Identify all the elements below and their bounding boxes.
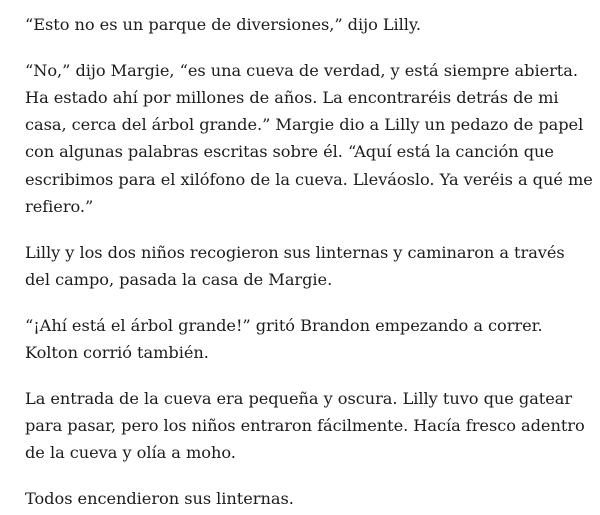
paragraph-3: Lilly y los dos niños recogieron sus linternas y caminaron a través del campo, pasada la casa de Margie.: [25, 242, 565, 289]
paragraph-2: “No,” dijo Margie, “es una cueva de verdad, y está siempre abierta. Ha estado ahí por millones de años. La encontraréis detrás de mi casa, cerca del árbol grande.” Margie dio a Lilly un pedazo de papel con algunas palabras escritas sobre él. “Aquí está la canción que escribimos para el xilófono de la cueva. Lleváoslo. Ya veréis a qué me refiero.”: [25, 60, 593, 216]
paragraph-6: Todos encendieron sus linternas.: [25, 488, 294, 508]
paragraph-1: “Esto no es un parque de diversiones,” dijo Lilly.: [25, 15, 421, 34]
paragraph-5: La entrada de la cueva era pequeña y oscura. Lilly tuvo que gatear para pasar, pero los niños entraron fácilmente. Hacía fresco adentro de la cueva y olía a moho.: [25, 388, 585, 463]
story-text: [25, 11, 593, 512]
paragraph-4: “¡Ahí está el árbol grande!” gritó Brandon empezando a correr. Kolton corrió también.: [25, 315, 543, 362]
